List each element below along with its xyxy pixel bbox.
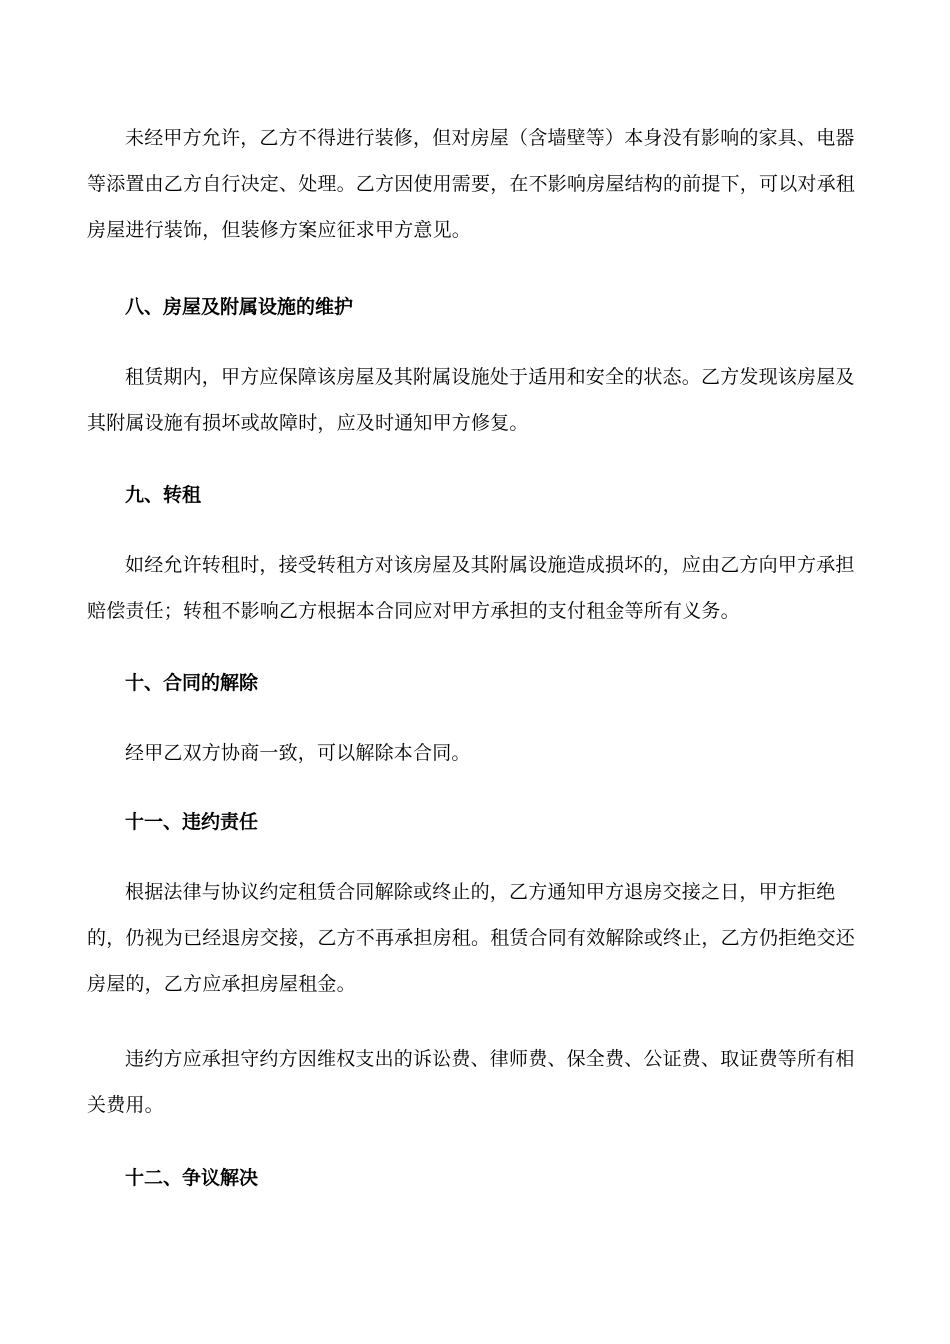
paragraph-termination-terms: 经甲乙双方协商一致，可以解除本合同。 xyxy=(125,742,471,764)
section-heading-sublease: 九、转租 xyxy=(125,484,202,506)
section-heading-dispute-resolution: 十二、争议解决 xyxy=(125,1167,259,1189)
paragraph-breach-costs: 违约方应承担守约方因维权支出的诉讼费、律师费、保全费、公证费、取证费等所有相关费用。 xyxy=(87,1048,855,1116)
section-heading-maintenance: 八、房屋及附属设施的维护 xyxy=(125,296,354,318)
section-heading-breach-liability: 十一、违约责任 xyxy=(125,811,259,833)
paragraph-sublease-terms: 如经允许转租时，接受转租方对该房屋及其附属设施造成损坏的，应由乙方向甲方承担赔偿责任；转租不影响乙方根据本合同应对甲方承担的支付租金等所有义务。 xyxy=(87,554,855,622)
paragraph-breach-terms: 根据法律与协议约定租赁合同解除或终止的，乙方通知甲方退房交接之日，甲方拒绝的，仍视为已经退房交接，乙方不再承担房租。租赁合同有效解除或终止，乙方仍拒绝交还房屋的，乙方应承担房屋租金。 xyxy=(87,881,856,995)
paragraph-maintenance-terms: 租赁期内，甲方应保障该房屋及其附属设施处于适用和安全的状态。乙方发现该房屋及其附属设施有损坏或故障时，应及时通知甲方修复。 xyxy=(87,366,855,434)
paragraph-decoration-terms: 未经甲方允许，乙方不得进行装修，但对房屋（含墙壁等）本身没有影响的家具、电器等添置由乙方自行决定、处理。乙方因使用需要，在不影响房屋结构的前提下，可以对承租房屋进行装饰，但装修方案应征求甲方意见。 xyxy=(87,127,856,241)
section-heading-termination: 十、合同的解除 xyxy=(125,672,259,694)
